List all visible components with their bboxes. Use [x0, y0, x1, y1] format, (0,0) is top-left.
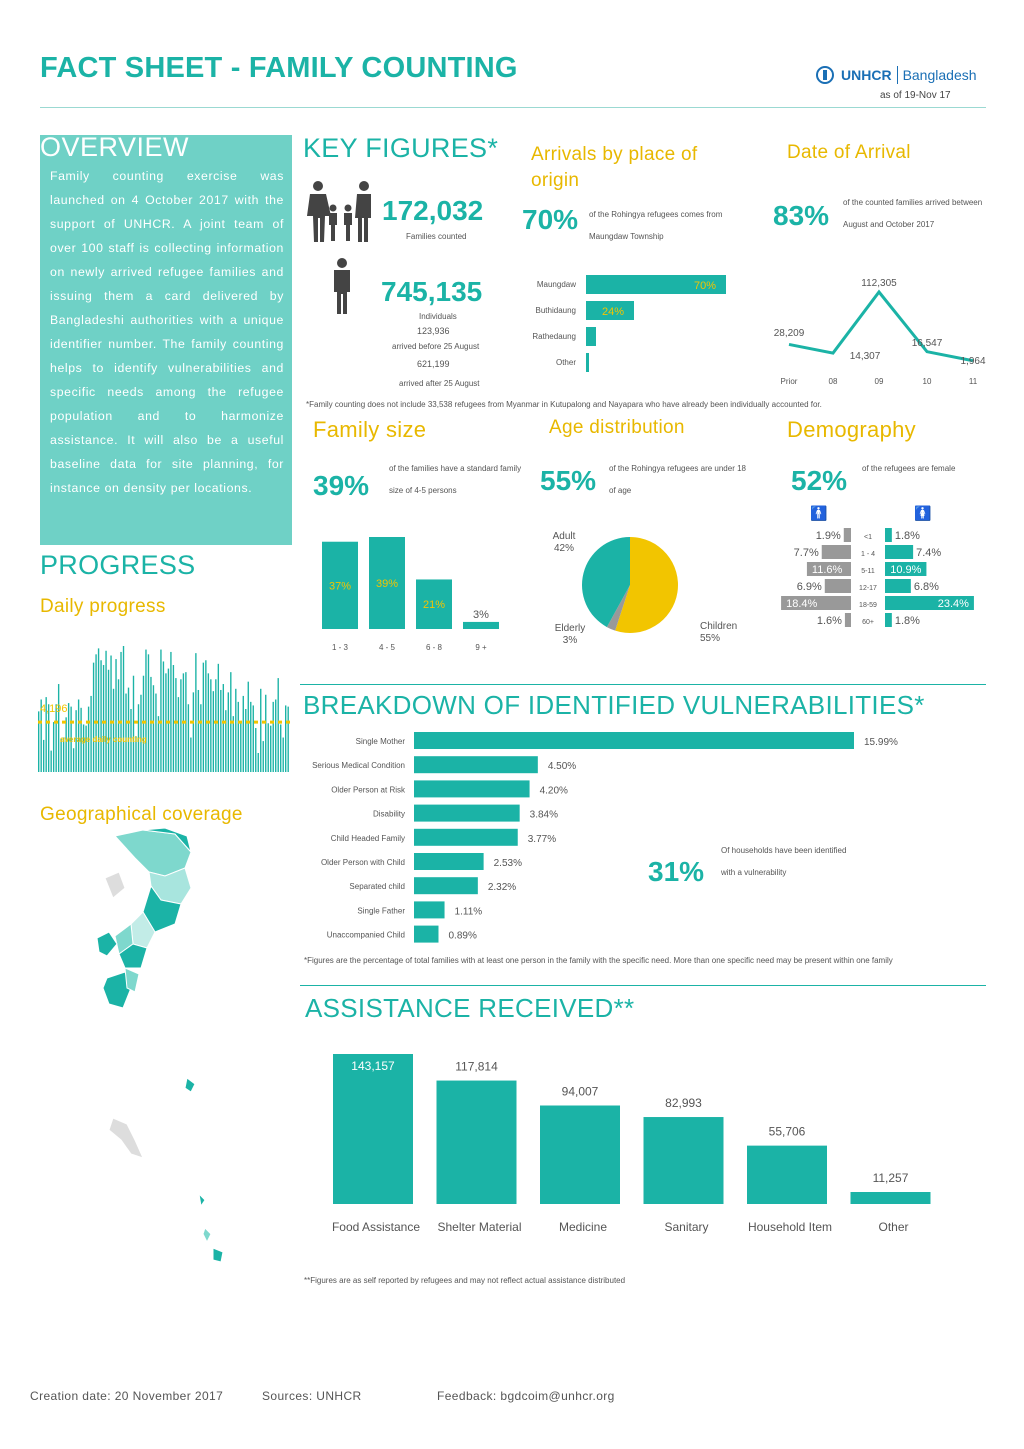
key-figures-footnote: *Family counting does not include 33,538 refugees from Myanmar in Kutupalong and Nayapara who have already been individually accounted for.	[306, 400, 822, 409]
family-size-pct: 39%	[313, 470, 370, 501]
daily-bar	[273, 702, 274, 772]
daily-bar	[238, 702, 239, 772]
family-size-category-label: 6 - 8	[425, 643, 443, 652]
daily-bar	[50, 751, 51, 772]
daily-bar	[190, 738, 191, 772]
female-value-label: 1.8%	[894, 530, 920, 542]
vulnerabilities-heading: BREAKDOWN OF IDENTIFIED VULNERABILITIES*	[303, 690, 925, 720]
daily-progress-heading: Daily progress	[40, 596, 166, 617]
vuln-value-label: 4.20%	[539, 785, 568, 797]
age-group-label: 5-11	[861, 568, 875, 575]
age-slice-label: Elderly	[554, 623, 586, 634]
individuals-label: Individuals	[419, 312, 457, 321]
arrival-tick-label: 10	[922, 377, 932, 386]
male-value-label: 7.7%	[793, 547, 819, 559]
daily-bar	[110, 656, 111, 772]
daily-bar	[275, 699, 276, 772]
daily-bar	[95, 654, 96, 772]
vuln-value-label: 0.89%	[448, 930, 477, 942]
daily-bar	[210, 679, 211, 772]
origin-category-label: Other	[555, 358, 576, 367]
arrival-desc: of the counted families arrived between August and October 2017	[843, 198, 983, 229]
arrival-tick-label: Prior	[780, 377, 798, 386]
daily-bar	[53, 722, 54, 772]
vuln-value-label: 4.50%	[547, 761, 577, 773]
arrival-value-label: 28,209	[773, 328, 805, 339]
daily-bar	[215, 679, 216, 772]
daily-bar	[118, 679, 119, 772]
origin-desc: of the Rohingya refugees comes from Maungdaw Township	[589, 210, 723, 241]
assistance-bar	[437, 1081, 517, 1204]
vuln-bar	[414, 780, 530, 797]
male-value-label: 11.6%	[811, 564, 843, 576]
key-figures-heading: KEY FIGURES*	[303, 133, 499, 163]
daily-bar	[265, 695, 266, 772]
daily-bar	[213, 691, 214, 772]
individuals-count: 745,135	[381, 276, 483, 307]
before-count: 123,936	[417, 326, 450, 336]
vuln-value-label: 3.77%	[527, 833, 557, 845]
daily-bar	[168, 669, 169, 772]
family-size-heading: Family size	[313, 417, 427, 442]
families-label: Families counted	[406, 232, 467, 241]
daily-bar	[243, 696, 244, 772]
origin-bar-label: 70%	[693, 280, 716, 292]
daily-bar	[285, 705, 286, 772]
assistance-category-label: Sanitary	[664, 1220, 709, 1234]
daily-bar	[260, 689, 261, 772]
vuln-bar	[414, 732, 854, 749]
assistance-bar	[747, 1146, 827, 1204]
daily-bar	[198, 690, 199, 772]
sources: Sources: UNHCR	[262, 1389, 362, 1403]
vuln-value-label: 2.32%	[487, 882, 517, 894]
age-group-label: 60+	[862, 619, 874, 626]
before-label: arrived before 25 August	[392, 342, 480, 351]
daily-bar	[163, 661, 164, 772]
female-value-label: 1.8%	[894, 615, 920, 627]
daily-bar	[113, 689, 114, 772]
age-slice-value: 3%	[562, 635, 578, 646]
logo-separator	[897, 66, 898, 84]
male-icon: 🚹	[810, 505, 828, 521]
female-value-label: 10.9%	[890, 564, 922, 576]
demography-heading: Demography	[787, 417, 916, 442]
person-icon	[330, 258, 354, 314]
vuln-category-label: Single Mother	[355, 737, 405, 746]
daily-bar	[43, 740, 44, 772]
family-size-value-label: 21%	[422, 599, 446, 612]
daily-bar	[240, 723, 241, 772]
daily-bar	[278, 678, 279, 772]
male-value-label: 6.9%	[796, 581, 822, 593]
daily-bar	[280, 724, 281, 772]
geographical-coverage-map	[95, 828, 245, 1278]
vuln-category-label: Disability	[372, 809, 405, 819]
family-size-category-label: 1 - 3	[331, 643, 349, 652]
daily-bar	[145, 650, 146, 772]
daily-bar	[125, 694, 126, 772]
daily-bar	[65, 717, 66, 772]
daily-bar	[108, 670, 109, 772]
vuln-category-label: Single Father	[357, 906, 405, 916]
male-value-label: 18.4%	[786, 598, 818, 610]
vuln-bar	[414, 877, 478, 894]
assistance-value-label: 94,007	[561, 1084, 599, 1099]
daily-bar	[188, 704, 189, 772]
origin-category-label: Maungdaw	[536, 280, 576, 289]
vuln-bar	[414, 829, 518, 846]
daily-bar	[180, 679, 181, 772]
daily-bar	[268, 723, 269, 772]
geo-heading: Geographical coverage	[40, 804, 243, 825]
daily-bar	[115, 659, 116, 772]
assistance-bar	[851, 1192, 931, 1204]
daily-bar	[195, 653, 196, 772]
assistance-heading: ASSISTANCE RECEIVED**	[305, 993, 635, 1023]
family-size-bar	[463, 622, 499, 629]
arrivals-origin-heading: Arrivals by place of origin	[531, 144, 698, 191]
daily-bar	[245, 709, 246, 772]
female-bar	[885, 613, 892, 627]
daily-bar	[263, 741, 264, 772]
daily-bar	[170, 652, 171, 772]
daily-bar	[83, 724, 84, 772]
daily-bar	[98, 648, 99, 772]
average-text-label: average daily counting	[60, 735, 147, 745]
assistance-category-label: Medicine	[558, 1220, 608, 1234]
family-size-chart	[316, 525, 516, 655]
unhcr-logo	[814, 64, 992, 86]
male-bar	[844, 528, 851, 542]
male-bar	[825, 579, 851, 593]
date-arrival-heading: Date of Arrival	[787, 142, 911, 163]
daily-bar	[90, 696, 91, 772]
daily-bar	[255, 728, 256, 772]
arrival-pct: 83%	[773, 200, 830, 231]
assistance-value-label: 55,706	[768, 1124, 806, 1139]
arrival-line-chart	[765, 272, 995, 392]
age-pct: 55%	[540, 465, 597, 496]
male-value-label: 1.6%	[816, 615, 842, 627]
origin-bar-label: 24%	[601, 306, 624, 318]
age-distribution-heading: Age distribution	[549, 417, 685, 438]
origin-category-label: Rathedaung	[532, 332, 576, 341]
assistance-bar	[644, 1117, 724, 1204]
vuln-value-label: 2.53%	[493, 858, 522, 869]
daily-bar	[193, 692, 194, 772]
female-bar	[885, 579, 911, 593]
arrival-tick-label: 08	[828, 377, 838, 386]
average-value-label: 4,196	[40, 703, 68, 716]
arrival-line	[789, 292, 973, 361]
arrival-value-label: 1,964	[960, 356, 986, 367]
assistance-bar	[540, 1105, 620, 1204]
female-value-label: 6.8%	[913, 581, 939, 593]
header-rule	[40, 107, 986, 108]
family-size-desc: of the families have a standard family size of 4-5 persons	[389, 464, 522, 495]
origin-category-label: Buthidaung	[535, 306, 576, 315]
daily-bar	[288, 707, 289, 772]
female-value-label: 7.4%	[916, 547, 942, 559]
daily-bar	[220, 690, 221, 772]
family-size-value-label: 3%	[473, 608, 489, 621]
assistance-value-label: 143,157	[351, 1059, 395, 1073]
vuln-category-label: Unaccompanied Child	[326, 930, 405, 940]
vuln-bar	[414, 805, 520, 822]
arrival-tick-label: 11	[968, 377, 978, 386]
assistance-category-label: Other	[878, 1220, 909, 1234]
vuln-pct: 31%	[648, 856, 705, 887]
unhcr-emblem-icon	[814, 66, 836, 84]
after-label: arrived after 25 August	[399, 379, 480, 388]
vuln-category-label: Serious Medical Condition	[312, 761, 405, 771]
daily-bar	[205, 660, 206, 772]
daily-bar	[128, 688, 129, 772]
vuln-desc: Of households have been identified with a vulnerability	[721, 846, 847, 877]
vuln-value-label: 15.99%	[864, 737, 898, 748]
daily-bar	[100, 660, 101, 772]
demography-desc: of the refugees are female	[862, 464, 956, 473]
female-bar	[885, 528, 892, 542]
female-bar	[885, 545, 913, 559]
creation-date: Creation date: 20 November 2017	[30, 1389, 224, 1403]
daily-bar	[123, 646, 124, 772]
origin-bar-chart	[510, 270, 750, 380]
family-icon	[306, 180, 378, 244]
daily-bar	[200, 704, 201, 772]
assistance-value-label: 82,993	[665, 1096, 702, 1111]
age-slice-label: Adult	[552, 531, 576, 542]
feedback-link[interactable]: Feedback: bgdcoim@unhcr.org	[437, 1389, 615, 1403]
male-bar	[845, 613, 851, 627]
female-icon: 🚺	[914, 505, 932, 521]
vulnerabilities-footnote: *Figures are the percentage of total families with at least one person in the family with the specific need. More than one specific need may be present within one family	[304, 956, 893, 965]
daily-bar	[105, 651, 106, 772]
arrival-value-label: 16,547	[911, 338, 943, 349]
age-slice-label: Children	[700, 621, 738, 632]
arrival-tick-label: 09	[874, 377, 884, 386]
daily-bar	[175, 678, 176, 772]
assistance-category-label: Food Assistance	[331, 1220, 421, 1234]
age-group-label: 18-59	[859, 602, 877, 609]
daily-bar	[223, 684, 224, 772]
daily-progress-chart	[36, 640, 292, 775]
daily-bar	[173, 665, 174, 772]
vuln-value-label: 1.11%	[454, 906, 483, 918]
daily-bar	[203, 663, 204, 772]
age-slice-value: 42%	[553, 543, 575, 554]
age-group-label: 1 - 4	[860, 551, 876, 558]
progress-heading: PROGRESS	[40, 550, 196, 580]
assistance-bar	[333, 1054, 413, 1204]
age-group-label: <1	[864, 534, 872, 541]
daily-bar	[250, 702, 251, 772]
family-size-category-label: 9 +	[475, 643, 487, 652]
assistance-rule	[300, 985, 986, 986]
vuln-rule	[300, 684, 986, 685]
after-count: 621,199	[417, 359, 450, 369]
vuln-category-label: Separated child	[349, 882, 405, 892]
vulnerabilities-chart	[290, 728, 930, 950]
family-size-value-label: 39%	[375, 578, 399, 590]
daily-bar	[140, 695, 141, 772]
daily-bar	[103, 665, 104, 772]
age-group-label: 12-17	[859, 585, 877, 592]
daily-bar	[93, 663, 94, 772]
male-bar	[822, 545, 851, 559]
vuln-bar	[414, 756, 538, 773]
daily-bar	[258, 753, 259, 772]
vuln-category-label: Older Person at Risk	[331, 785, 405, 795]
daily-bar	[160, 650, 161, 772]
family-size-value-label: 37%	[328, 580, 352, 593]
logo-country: Bangladesh	[902, 67, 977, 83]
daily-bar	[233, 716, 234, 772]
arrival-value-label: 112,305	[861, 278, 897, 289]
daily-bar	[218, 664, 219, 772]
vuln-bar	[414, 853, 484, 870]
logo-org: UNHCR	[841, 67, 892, 83]
assistance-footnote: **Figures are as self reported by refugees and may not reflect actual assistance distributed	[304, 1276, 626, 1285]
assistance-value-label: 117,814	[455, 1059, 498, 1074]
male-value-label: 1.9%	[815, 530, 841, 542]
overview-heading: OVERVIEW	[40, 132, 190, 162]
age-pie-chart	[540, 525, 740, 655]
assistance-chart	[320, 1040, 950, 1240]
daily-bar	[150, 677, 151, 772]
families-count: 172,032	[382, 195, 484, 226]
as-of-date: as of 19-Nov 17	[880, 90, 951, 101]
daily-bar	[248, 682, 249, 772]
assistance-category-label: Shelter Material	[437, 1220, 522, 1234]
daily-bar	[235, 689, 236, 772]
daily-bar	[225, 710, 226, 772]
assistance-category-label: Household Item	[747, 1220, 833, 1234]
daily-bar	[73, 748, 74, 772]
overview-text: Family counting exercise was launched on 4 October 2017 with the support of UNHCR. A joint team of over 100 staff is collecting information on newly arrived refugee families and issuing them a card delivered by Bangladeshi authorities with a unique identifier number. The family counting helps to identify vulnerabilities and specific needs among the refugee population and to harmonize assistance. It will also be a useful baseline data for site planning, for instance on density per locations.	[50, 169, 284, 495]
origin-bar	[586, 353, 589, 372]
daily-bar	[133, 676, 134, 772]
daily-bar	[38, 711, 39, 772]
female-value-label: 23.4%	[937, 598, 969, 610]
demography-pct: 52%	[791, 465, 848, 496]
arrival-value-label: 14,307	[849, 351, 881, 362]
origin-bar	[586, 327, 596, 346]
page-title: FACT SHEET - FAMILY COUNTING	[40, 52, 518, 84]
vuln-bar	[414, 901, 445, 918]
daily-bar	[148, 654, 149, 772]
daily-bar	[270, 726, 271, 772]
daily-bar	[228, 692, 229, 772]
age-desc: of the Rohingya refugees are under 18 of age	[609, 464, 746, 495]
daily-bar	[120, 652, 121, 772]
assistance-value-label: 11,257	[872, 1171, 909, 1185]
daily-bar	[143, 676, 144, 772]
age-slice-value: 55%	[700, 633, 721, 644]
demography-pyramid	[755, 500, 985, 635]
daily-bar	[178, 697, 179, 772]
daily-bar	[283, 738, 284, 772]
origin-pct: 70%	[522, 204, 579, 235]
daily-bar	[58, 684, 59, 772]
vuln-category-label: Older Person with Child	[320, 858, 405, 867]
daily-bar	[85, 726, 86, 772]
daily-bar	[253, 705, 254, 772]
vuln-value-label: 3.84%	[529, 809, 559, 821]
vuln-bar	[414, 926, 438, 943]
daily-bar	[153, 685, 154, 772]
daily-bar	[158, 716, 159, 772]
daily-bar	[155, 694, 156, 772]
vuln-category-label: Child Headed Family	[330, 833, 405, 843]
family-size-category-label: 4 - 5	[378, 643, 396, 652]
